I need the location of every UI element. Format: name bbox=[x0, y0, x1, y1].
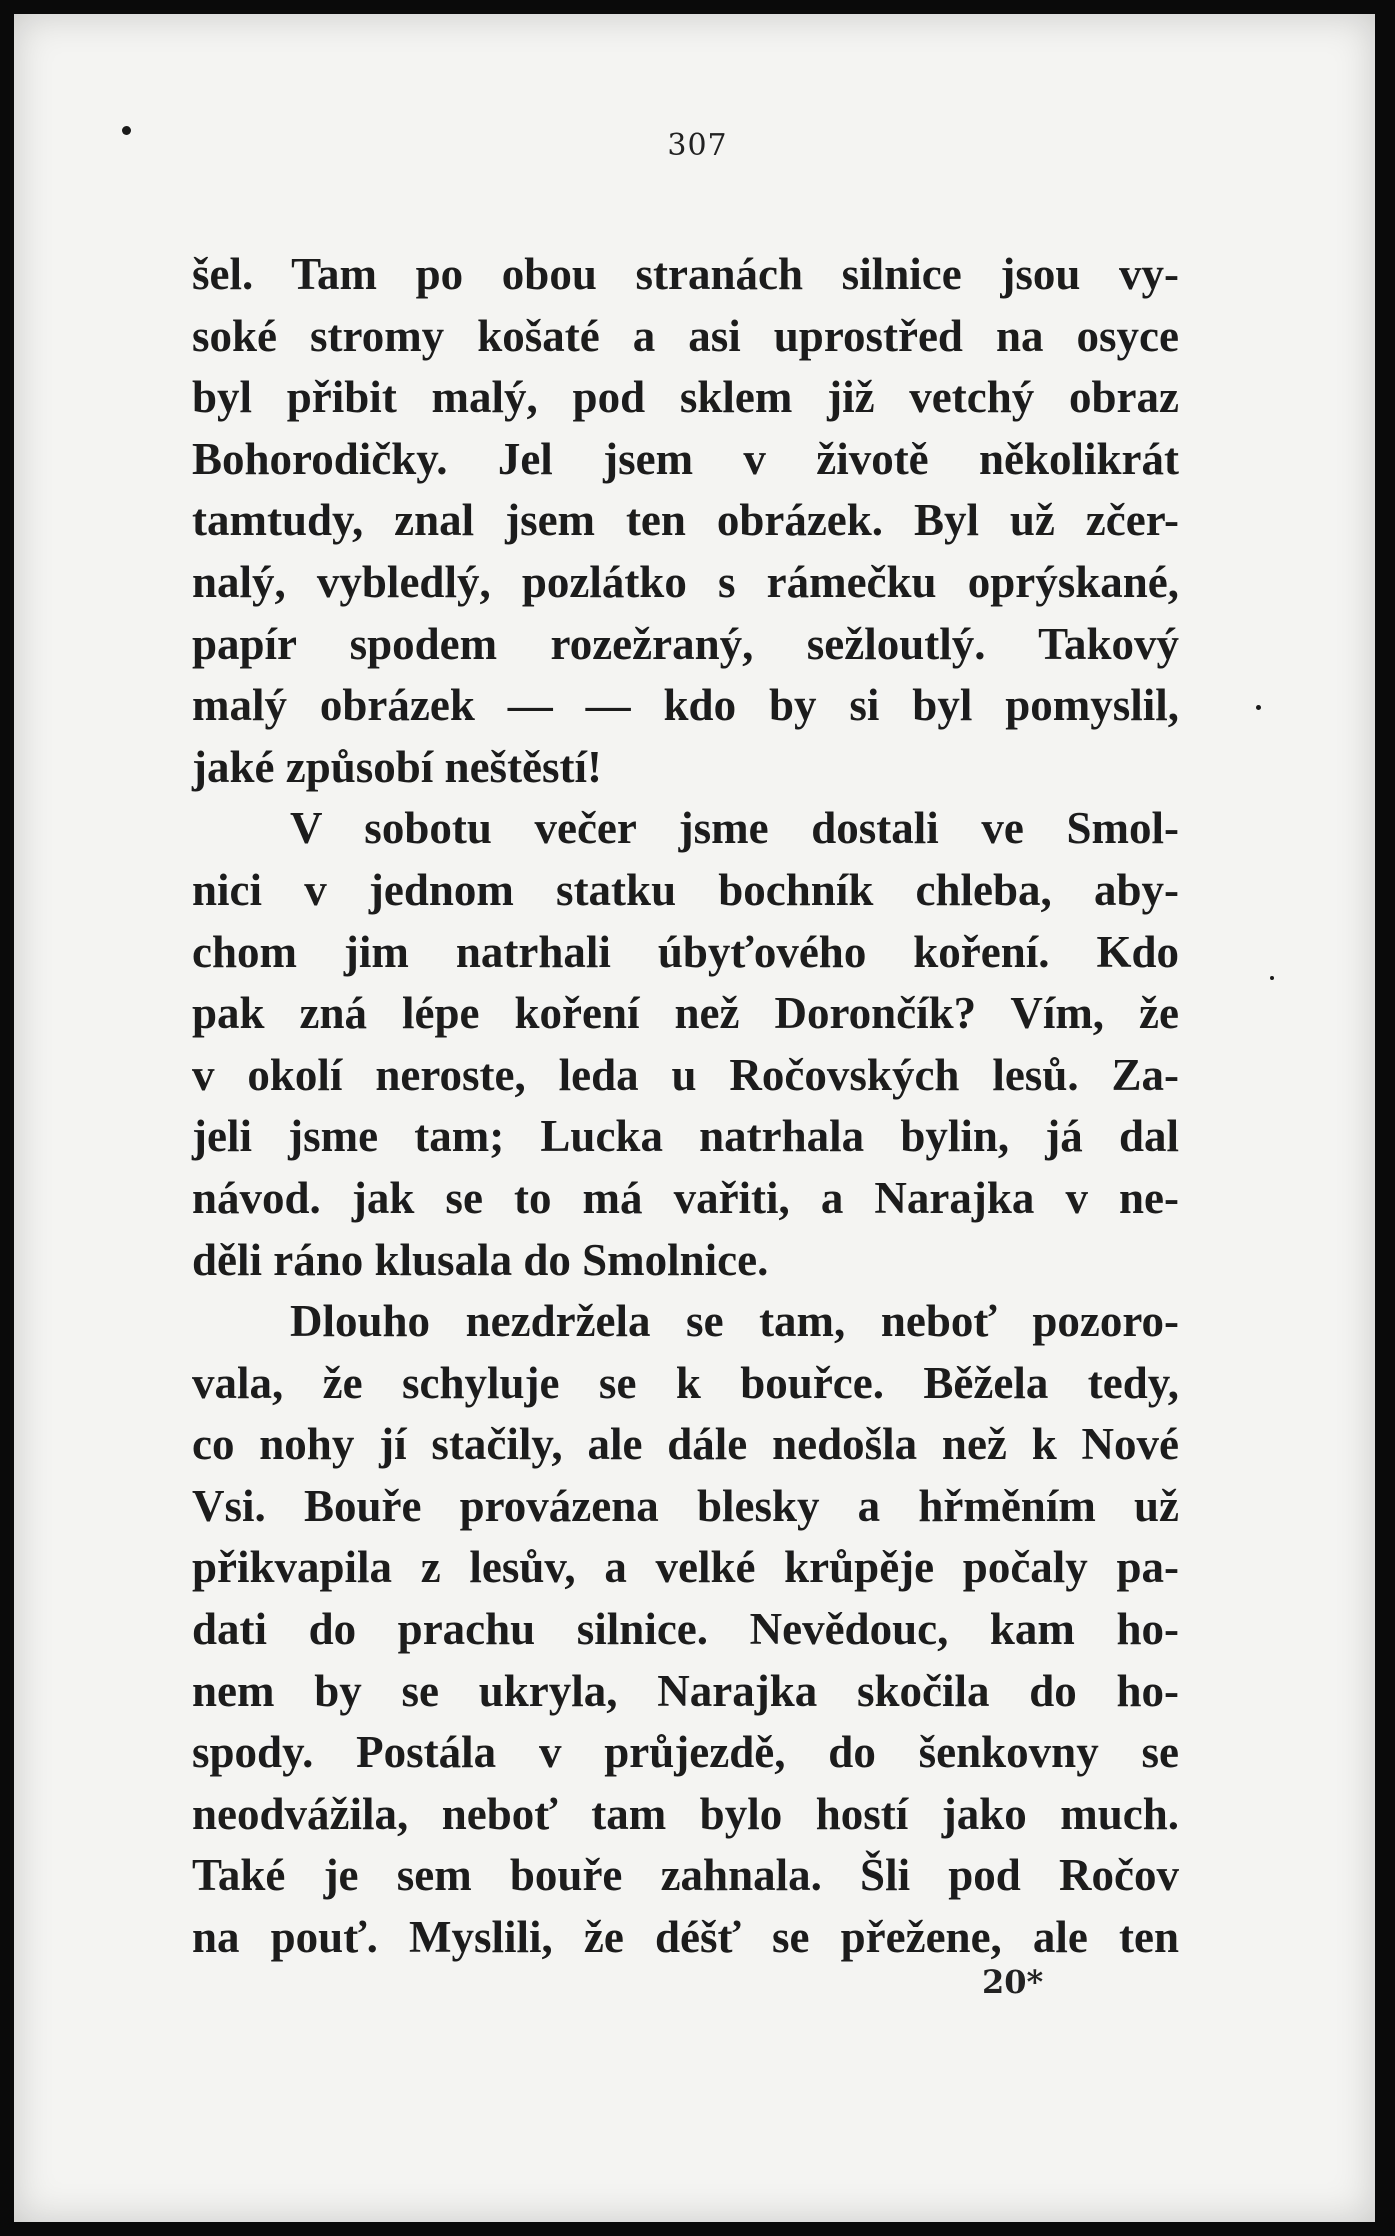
text-line: dati do prachu silnice. Nevědouc, kam ho- bbox=[192, 1604, 1179, 1655]
text-line: co nohy jí stačily, ale dále nedošla než k Nové bbox=[192, 1419, 1179, 1470]
dust-speck bbox=[1256, 705, 1261, 710]
text-line: návod. jak se to má vařiti, a Narajka v ne- bbox=[192, 1172, 1179, 1223]
text-line: na pouť. Myslili, že déšť se přežene, ale ten bbox=[192, 1912, 1179, 1963]
text-line: Dlouho nezdržela se tam, neboť pozoro- bbox=[290, 1296, 1179, 1347]
text-line: v okolí neroste, leda u Ročovských lesů. Za- bbox=[192, 1049, 1179, 1100]
text-line: nalý, vybledlý, pozlátko s rámečku oprýskané, bbox=[192, 556, 1179, 607]
text-line: spody. Postála v průjezdě, do šenkovny se bbox=[192, 1727, 1179, 1778]
text-line: V sobotu večer jsme dostali ve Smol- bbox=[290, 803, 1179, 854]
text-line: papír spodem rozežraný, sežloutlý. Takový bbox=[192, 618, 1179, 669]
signature-mark: 20* bbox=[982, 1963, 1044, 2001]
text-line: malý obrázek — — kdo by si byl pomyslil, bbox=[192, 680, 1179, 731]
text-line: jaké způsobí neštěstí! bbox=[192, 741, 603, 792]
text-line: nici v jednom statku bochník chleba, aby- bbox=[192, 864, 1179, 915]
text-line: děli ráno klusala do Smolnice. bbox=[192, 1234, 769, 1285]
text-line: šel. Tam po obou stranách silnice jsou vy- bbox=[192, 249, 1179, 299]
text-line: tamtudy, znal jsem ten obrázek. Byl už zčer- bbox=[192, 495, 1179, 546]
text-line: pak zná lépe koření než Dorončík? Vím, že bbox=[192, 988, 1179, 1039]
page-number: 307 bbox=[667, 128, 728, 163]
dust-speck bbox=[1270, 976, 1274, 980]
text-line: nem by se ukryla, Narajka skočila do ho- bbox=[192, 1665, 1179, 1716]
text-line: Bohorodičky. Jel jsem v životě několikrát bbox=[192, 433, 1179, 484]
text-line: chom jim natrhali úbyťového koření. Kdo bbox=[192, 926, 1179, 977]
text-line: jeli jsme tam; Lucka natrhala bylin, já dal bbox=[192, 1111, 1179, 1162]
text-line: soké stromy košaté a asi uprostřed na osyce bbox=[192, 310, 1179, 361]
text-line: Vsi. Bouře provázena blesky a hřměním už bbox=[192, 1480, 1179, 1531]
text-line: byl přibit malý, pod sklem již vetchý obraz bbox=[192, 372, 1179, 423]
text-line: přikvapila z lesův, a velké krůpěje počaly pa- bbox=[192, 1542, 1179, 1593]
text-line: Také je sem bouře zahnala. Šli pod Ročov bbox=[192, 1850, 1179, 1901]
text-line: vala, že schyluje se k bouřce. Běžela tedy, bbox=[192, 1357, 1179, 1408]
text-line: neodvážila, neboť tam bylo hostí jako much. bbox=[192, 1788, 1179, 1839]
body-text bbox=[192, 244, 1179, 1969]
